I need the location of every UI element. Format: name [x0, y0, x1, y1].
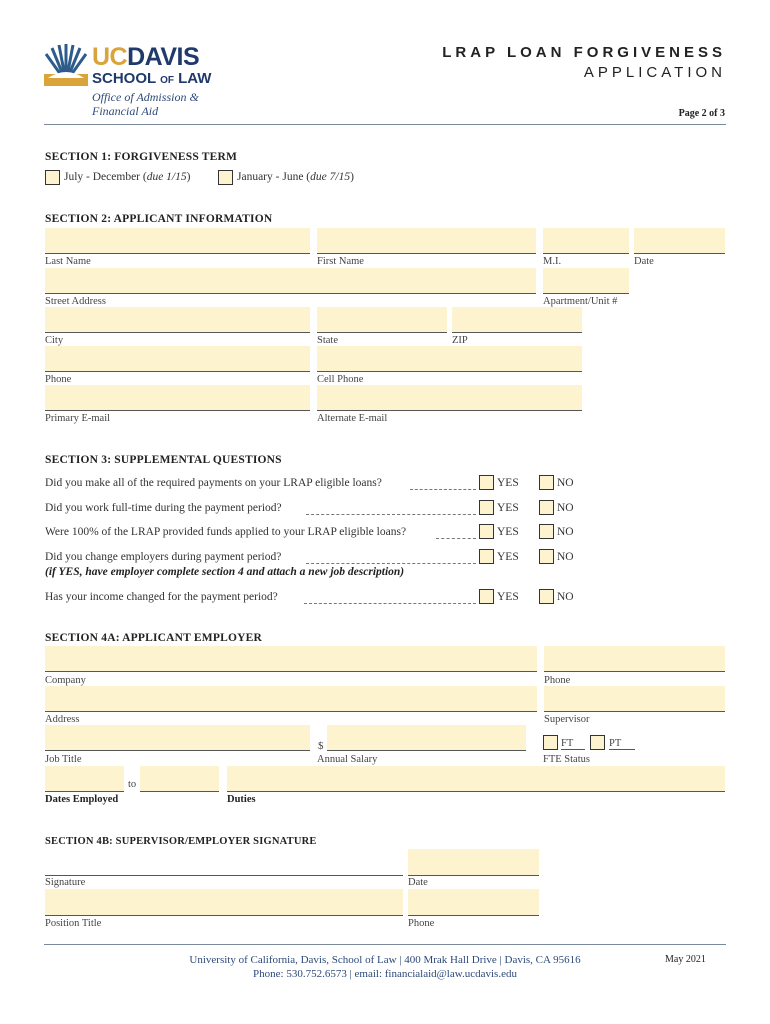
- supervisor-label: Supervisor: [544, 714, 590, 725]
- section3-heading: SECTION 3: SUPPLEMENTAL QUESTIONS: [45, 454, 282, 466]
- question-3-leader: [436, 538, 476, 539]
- signature-input: [45, 874, 403, 876]
- fte-pt-label: PT: [609, 738, 635, 750]
- dates-start-input[interactable]: [45, 766, 124, 792]
- duties-input[interactable]: [227, 766, 725, 792]
- annual-salary-label: Annual Salary: [317, 754, 378, 765]
- apartment-label: Apartment/Unit #: [543, 296, 618, 307]
- annual-salary-input[interactable]: [327, 725, 526, 751]
- last-name-label: Last Name: [45, 256, 91, 267]
- question-2: Did you work full-time during the payment period?: [45, 502, 282, 514]
- header-rule: [44, 124, 726, 125]
- page-number: Page 2 of 3: [678, 108, 725, 119]
- question-1: Did you make all of the required payments on your LRAP eligible loans?: [45, 477, 382, 489]
- logo-law: LAW: [178, 70, 212, 87]
- job-title-input[interactable]: [45, 725, 310, 751]
- question-1-leader: [410, 489, 476, 490]
- question-3: Were 100% of the LRAP provided funds applied to your LRAP eligible loans?: [45, 526, 407, 538]
- section1-heading: SECTION 1: FORGIVENESS TERM: [45, 151, 238, 163]
- q1-yes-label: YES: [497, 477, 519, 489]
- employer-phone-input[interactable]: [544, 646, 725, 672]
- supervisor-phone-input[interactable]: [408, 889, 539, 916]
- q4-no-checkbox[interactable]: [539, 549, 554, 564]
- state-input[interactable]: [317, 307, 447, 333]
- doc-title: LRAP LOAN FORGIVENESS: [442, 44, 726, 61]
- company-input[interactable]: [45, 646, 537, 672]
- apartment-input[interactable]: [543, 268, 629, 294]
- q2-yes-label: YES: [497, 502, 519, 514]
- q3-yes-label: YES: [497, 526, 519, 538]
- question-4: Did you change employers during payment period?: [45, 551, 282, 563]
- office-line1: Office of Admission &: [92, 90, 199, 104]
- term-july-label: July - December (due 1/15): [64, 171, 191, 183]
- cell-phone-label: Cell Phone: [317, 374, 364, 385]
- fte-pt-checkbox[interactable]: [590, 735, 605, 750]
- section4a-heading: SECTION 4A: APPLICANT EMPLOYER: [45, 632, 262, 644]
- zip-input[interactable]: [452, 307, 582, 333]
- street-address-label: Street Address: [45, 296, 106, 307]
- term-january-checkbox[interactable]: [218, 170, 233, 185]
- position-title-label: Position Title: [45, 918, 102, 929]
- phone-label: Phone: [45, 374, 72, 385]
- q5-no-label: NO: [557, 591, 574, 603]
- duties-label: Duties: [227, 794, 256, 805]
- section2-heading: SECTION 2: APPLICANT INFORMATION: [45, 213, 273, 225]
- supervisor-date-label: Date: [408, 877, 428, 888]
- supervisor-phone-label: Phone: [408, 918, 435, 929]
- footer-contact: Phone: 530.752.6573 | email: financialaid@law.ucdavis.edu: [253, 968, 517, 980]
- state-label: State: [317, 335, 338, 346]
- last-name-input[interactable]: [45, 228, 310, 254]
- logo-school: SCHOOL: [92, 70, 156, 87]
- company-label: Company: [45, 675, 86, 686]
- section4b-heading: SECTION 4B: SUPERVISOR/EMPLOYER SIGNATURE: [45, 836, 317, 847]
- doc-subtitle: APPLICATION: [583, 64, 726, 81]
- primary-email-input[interactable]: [45, 385, 310, 411]
- q3-no-checkbox[interactable]: [539, 524, 554, 539]
- logo-uc: UC: [92, 43, 128, 71]
- signature-label: Signature: [45, 877, 86, 888]
- mi-input[interactable]: [543, 228, 629, 254]
- footer-rule: [44, 944, 726, 945]
- question-5-leader: [304, 603, 476, 604]
- position-title-input[interactable]: [45, 889, 403, 916]
- q4-yes-checkbox[interactable]: [479, 549, 494, 564]
- alternate-email-input[interactable]: [317, 385, 582, 411]
- question-5: Has your income changed for the payment period?: [45, 591, 278, 603]
- q4-yes-label: YES: [497, 551, 519, 563]
- dates-employed-label: Dates Employed: [45, 794, 119, 805]
- zip-label: ZIP: [452, 335, 468, 346]
- footer-date: May 2021: [665, 954, 706, 965]
- address-label: Address: [45, 714, 80, 725]
- job-title-label: Job Title: [45, 754, 82, 765]
- q2-yes-checkbox[interactable]: [479, 500, 494, 515]
- q1-no-checkbox[interactable]: [539, 475, 554, 490]
- question-4-leader: [306, 563, 476, 564]
- first-name-label: First Name: [317, 256, 364, 267]
- cell-phone-input[interactable]: [317, 346, 582, 372]
- fte-status-label: FTE Status: [543, 754, 590, 765]
- dates-to-label: to: [128, 779, 137, 790]
- dates-end-input[interactable]: [140, 766, 219, 792]
- q3-yes-checkbox[interactable]: [479, 524, 494, 539]
- street-address-input[interactable]: [45, 268, 536, 294]
- fte-ft-label: FT: [561, 738, 585, 750]
- logo-of: OF: [160, 75, 174, 86]
- date-label: Date: [634, 256, 654, 267]
- term-january-label: January - June (due 7/15): [237, 171, 354, 183]
- office-line2: Financial Aid: [92, 104, 159, 118]
- q5-yes-checkbox[interactable]: [479, 589, 494, 604]
- phone-input[interactable]: [45, 346, 310, 372]
- alternate-email-label: Alternate E-mail: [317, 413, 388, 424]
- city-label: City: [45, 335, 64, 346]
- q2-no-label: NO: [557, 502, 574, 514]
- mi-label: M.I.: [543, 256, 562, 267]
- q5-yes-label: YES: [497, 591, 519, 603]
- term-july-checkbox[interactable]: [45, 170, 60, 185]
- address-input[interactable]: [45, 686, 537, 712]
- q4-no-label: NO: [557, 551, 574, 563]
- city-input[interactable]: [45, 307, 310, 333]
- question-4-note: (if YES, have employer complete section 4 and attach a new job description): [45, 566, 405, 578]
- footer-address: University of California, Davis, School of Law | 400 Mrak Hall Drive | Davis, CA 95616: [189, 954, 581, 966]
- supervisor-input[interactable]: [544, 686, 725, 712]
- q1-yes-checkbox[interactable]: [479, 475, 494, 490]
- logo-davis: DAVIS: [127, 43, 200, 71]
- q1-no-label: NO: [557, 477, 574, 489]
- q3-no-label: NO: [557, 526, 574, 538]
- employer-phone-label: Phone: [544, 675, 571, 686]
- dollar-sign: $: [318, 740, 324, 752]
- sunburst-icon: [44, 44, 88, 86]
- fte-ft-checkbox[interactable]: [543, 735, 558, 750]
- supervisor-date-input[interactable]: [408, 849, 539, 876]
- q2-no-checkbox[interactable]: [539, 500, 554, 515]
- q5-no-checkbox[interactable]: [539, 589, 554, 604]
- question-2-leader: [306, 514, 476, 515]
- primary-email-label: Primary E-mail: [45, 413, 111, 424]
- first-name-input[interactable]: [317, 228, 536, 254]
- date-input[interactable]: [634, 228, 725, 254]
